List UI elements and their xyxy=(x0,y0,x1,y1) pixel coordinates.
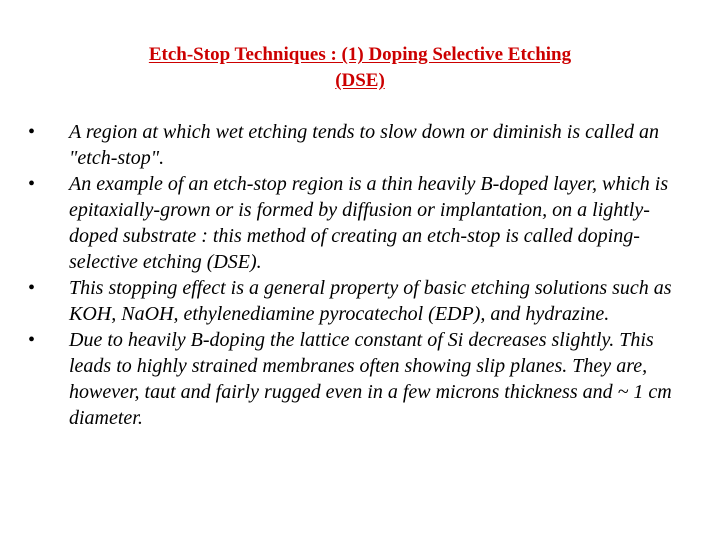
bullet-dot-icon: • xyxy=(28,277,36,299)
bullet-text-1: A region at which wet etching tends to slow down or diminish is called an "etch-stop". xyxy=(69,121,659,169)
bullet-text-2: An example of an etch-stop region is a thin heavily B-doped layer, which is epitaxially-grown or is formed by diffusion or implantation, on a lightly-doped substrate : this method of creating an etch-stop is called doping-selective etching (DSE). xyxy=(69,173,669,273)
bullet-dot-icon: • xyxy=(28,173,36,195)
bullet-list xyxy=(28,119,693,431)
bullet-item-2 xyxy=(28,171,693,275)
bullet-dot-icon: • xyxy=(28,121,36,143)
bullet-text-3: This stopping effect is a general property of basic etching solutions such as KOH, NaOH, ethylenediamine pyrocatechol (EDP), and hydrazine. xyxy=(69,277,672,325)
bullet-text-4: Due to heavily B-doping the lattice constant of Si decreases slightly. This leads to highly strained membranes often showing slip planes. They are, however, taut and fairly rugged even in a few microns thickness and ~ 1 cm diameter. xyxy=(69,329,672,429)
slide-title-line-2: (DSE) xyxy=(335,70,385,91)
bullet-item-4 xyxy=(28,327,693,431)
bullet-item-3 xyxy=(28,275,693,327)
bullet-dot-icon: • xyxy=(28,329,36,351)
slide-title xyxy=(70,42,650,94)
slide-title-line-1: Etch-Stop Techniques : (1) Doping Selective Etching xyxy=(148,44,572,65)
bullet-item-1 xyxy=(28,119,693,171)
